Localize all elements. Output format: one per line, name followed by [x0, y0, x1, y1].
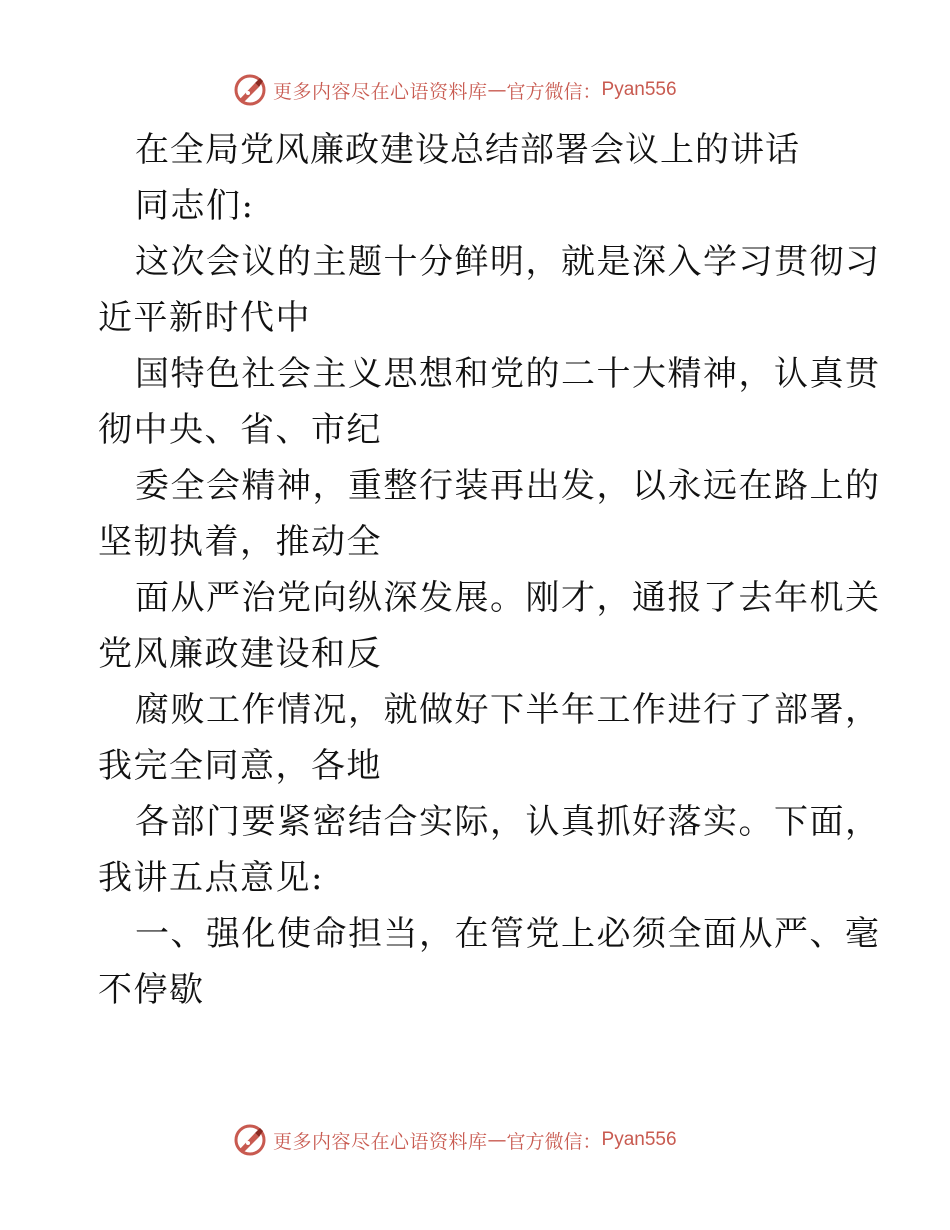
paragraph-line: 我讲五点意见:: [98, 858, 324, 898]
watermark-text: 更多内容尽在心语资料库: [273, 1130, 488, 1153]
paragraph-line: 国特色社会主义思想和党的二十大精神，认真贯: [135, 354, 881, 394]
watermark-official-label: 官方微信：: [506, 1130, 602, 1153]
footer-watermark: [233, 1122, 677, 1158]
paragraph-line: 委全会精神，重整行装再出发，以永远在路上的: [135, 466, 881, 506]
paragraph-line: 党风廉政建设和反: [98, 634, 382, 674]
paragraph-line: 我完全同意，各地: [98, 746, 382, 786]
paragraph-line: 近平新时代中: [98, 298, 311, 338]
watermark-wechat-id: Pyan556: [601, 1129, 677, 1150]
section-heading-line: 一、强化使命担当，在管党上必须全面从严、毫: [135, 914, 881, 954]
section-heading-line: 不停歇: [98, 970, 205, 1010]
watermark-dash: —: [487, 79, 507, 101]
watermark-dash: —: [487, 1129, 507, 1151]
pen-logo-icon: [233, 1123, 267, 1157]
paragraph-line: 面从严治党向纵深发展。刚才，通报了去年机关: [135, 578, 881, 618]
paragraph-line: 坚韧执着，推动全: [98, 522, 382, 562]
paragraph-line: 这次会议的主题十分鲜明，就是深入学习贯彻习: [135, 242, 881, 282]
paragraph-line: 彻中央、省、市纪: [98, 410, 382, 450]
document-title: 在全局党风廉政建设总结部署会议上的讲话: [135, 130, 800, 170]
header-watermark: [233, 72, 677, 108]
document-body: [98, 122, 881, 1018]
watermark-official-label: 官方微信：: [506, 80, 602, 103]
salutation: 同志们:: [135, 186, 255, 226]
watermark-wechat-id: Pyan556: [601, 79, 677, 100]
paragraph-line: 各部门要紧密结合实际，认真抓好落实。下面，: [135, 802, 881, 842]
pen-logo-icon: [233, 73, 267, 107]
watermark-text: 更多内容尽在心语资料库: [273, 80, 488, 103]
paragraph-line: 腐败工作情况，就做好下半年工作进行了部署，: [135, 690, 881, 730]
